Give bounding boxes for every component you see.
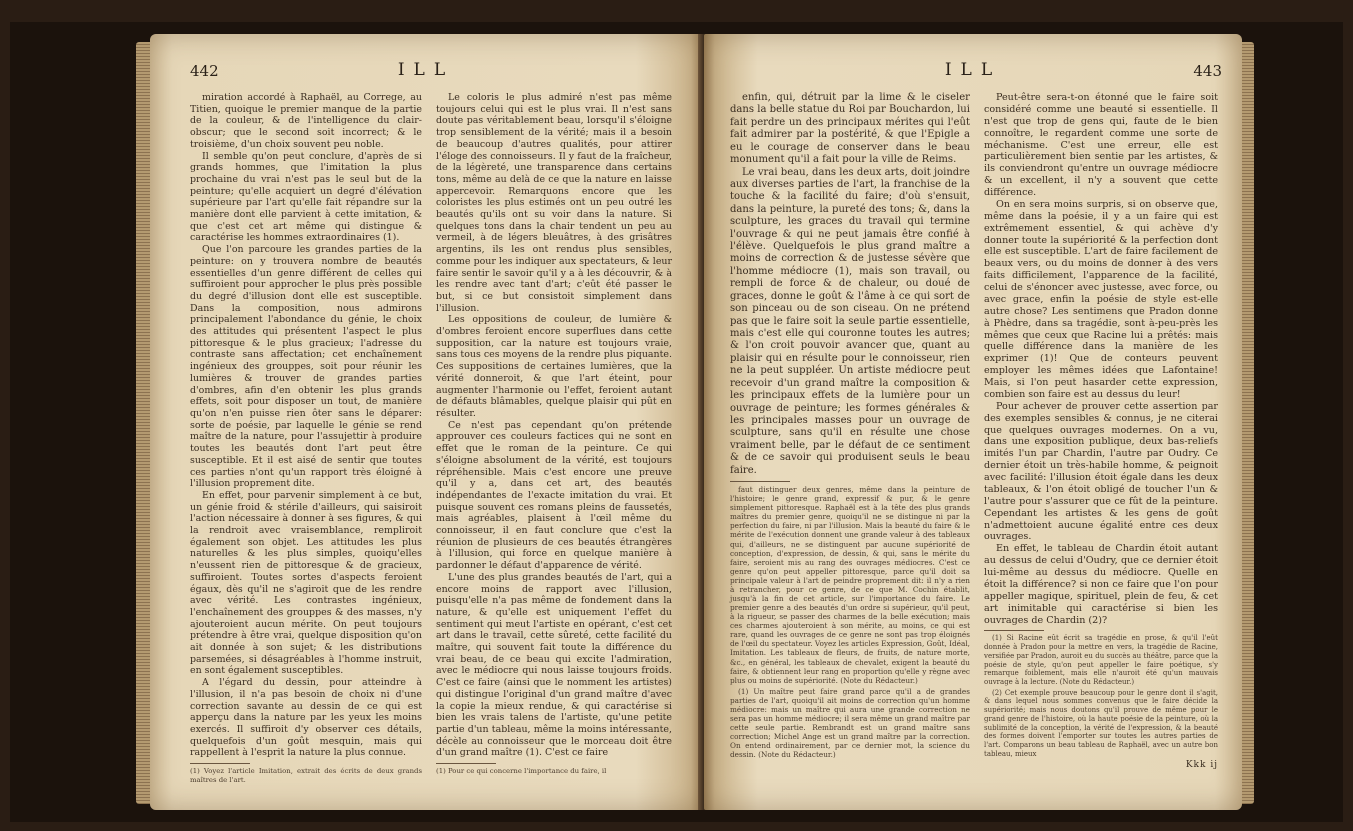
left-running-title: ILL <box>397 60 455 80</box>
left-col2-paragraphs <box>436 92 672 759</box>
paragraph: Que l'on parcoure les grandes parties de la peinture: on y trouvera nombre de beautés essentielles d'un genre différent de celles qui suffiroient pour approcher le plus près possible du degré d'illusion dont elle est susceptible. Dans la composition, nous admirons principalement l'abondance du génie, le choix des attitudes qui présentent l'aspect le plus pittoresque & le plus gracieux; l'adresse du contraste sans affectation; cet enchaînement ingénieux des grouppes, soit pour réunir les lumières & trouver de grandes parties d'ombres, afin d'en obtenir les plus grands effets, soit pour disposer un tout, de manière qu'on n'en puisse rien ôter sans le déparer: sorte de poésie, par laquelle le génie se rend maître de la nature, pour l'assujettir à produire toutes les beautés dont l'art peut être susceptible. Et il est aisé de sentir que toutes ces parties n'ont qu'un rapport très éloigné à l'illusion proprement dite. <box>190 244 422 490</box>
signature-mark: Kkk ij <box>1185 760 1218 771</box>
footnote-text: (1) Un maître peut faire grand parce qu'il a de grandes parties de l'art, quoiqu'il ait moins de correction qu'un homme médiocre: mais un maître qui aura une grande correction ne sera pas un homme médiocre; il sera même un grand maître par cette seule partie. Rembrandt est un grand maître sans correction; Michel Ange est un grand maître par la correction. On entend ordinairement, par ce dernier mot, la science du dessin. (Note du Rédacteur.) <box>730 686 970 760</box>
paragraph: L'une des plus grandes beautés de l'art, qui a encore moins de rapport avec l'illusion, puisqu'elle n'a pas même de fondement dans la nature, & qu'elle est uniquement l'effet du sentiment qui meut l'artiste en opérant, c'est cet art dans le travail, cette sûreté, cette facilité du maître, qui souvent fait toute la différence du vrai beau, de ce beau qui excite l'admiration, avec le médiocre qui nous laisse toujours froids. C'est ce faire (ainsi que le nomment les artistes) qui distingue l'original d'un grand maître d'avec la copie la mieux rendue, & qui caractérise si bien les vrais talens de l'artiste, qu'une petite partie d'un tableau, même la moins intéressante, décèle au connoisseur que le morceau doit être d'un grand maître (1). C'est ce faire <box>436 571 672 759</box>
right-column-2 <box>984 92 1218 772</box>
footnote-text: (1) Si Racine eût écrit sa tragédie en prose, & qu'il l'eût donnée à Pradon pour la mettre en vers, la tragédie de Racine, versifiée par Pradon, auroit eu du succès au théâtre, parce que la poésie de style, qu'on peut appeller le faire poétique, s'y remarque foiblement, mais elle n'auroit été qu'un mauvais ouvrage à la lecture. (Note du Rédacteur.) <box>984 634 1218 686</box>
right-running-title: ILL <box>944 60 1002 80</box>
footnote-rule <box>436 763 496 764</box>
paragraph: Peut-être sera-t-on étonné que le faire soit considéré comme une beauté si essentielle. Il n'est que trop de gens qui, faute de le bien connoître, le regardent comme une sorte de méchanisme. C'est une erreur, elle est particulièrement bien sentie par les artistes, & ils conviendront qu'entre un ouvrage médiocre & un excellent, il n'y a souvent que cette différence. <box>984 92 1218 198</box>
paragraph: miration accordé à Raphaël, au Correge, au Titien, quoique le premier manque de la partie de la couleur, & de l'intelligence du clair-obscur; que le second soit incorrect; & le troisième, d'un choix souvent peu noble. <box>190 92 422 150</box>
left-column-2 <box>436 92 672 776</box>
paragraph: Pour achever de prouver cette assertion par des exemples sensibles & connus, je ne citerai que quelques ouvrages modernes. On a vu, dans une exposition publique, deux bas-reliefs imités l'un par Chardin, l'autre par Oudry. Ce dernier étoit un très-habile homme, & peignoit avec facilité: l'illusion étoit égale dans les deux tableaux, & l'on étoit obligé de toucher l'un & l'autre pour s'assurer que ce fût de la peinture. Cependant les artistes & les gens de goût n'admettoient aucune égalité entre ces deux ouvrages. <box>984 400 1218 543</box>
right-col1-footnote-continued <box>730 485 970 759</box>
footnote-text: faut distinguer deux genres, même dans la peinture de l'histoire; le genre grand, expressif & pur, & le genre simplement pittoresque. Raphaël est à la tête des plus grands maîtres du premier genre, quoiqu'il ne se distingue ni par la perfection du faire, ni par l'illusion. Mais la beauté du faire & le mérite de l'exécution donnent une grande valeur à des tableaux qui, d'ailleurs, ne se distinguent par aucune supériorité de conception, d'expression, de dessin, & qui, sans le mérite du faire, seroient mis au rang des ouvrages médiocres. C'est ce genre qu'on peut appeller pittoresque, parce qu'il doit sa principale valeur à l'art de peindre proprement dit: il n'y a rien à retrancher, pour ce genre, de ce que M. Cochin établit, jusqu'à la fin de cet article, sur l'importance du faire. Le premier genre a des beautés d'un ordre si supérieur, qu'il peut, à la rigueur, se passer des charmes de la belle exécution; mais ces charmes ajouteroient à son mérite, au moins, ce qui est rare, quand les ouvrages de ce genre ne sont pas trop éloignés de l'œil du spectateur. Voyez les articles Expression, Goût, Idéal, Imitation. Les tableaux de fleurs, de fruits, de nature morte, &c., en général, les tableaux de chevalet, exigent la beauté du faire, & obtiennent leur rang en proportion qu'elle y règne avec plus ou moins de supériorité. (Note du Rédacteur.) <box>730 485 970 685</box>
paragraph: Il semble qu'on peut conclure, d'après de si grands hommes, que l'imitation la plus prochaine du vrai n'est pas le seul but de la peinture; qu'elle acquiert un degré d'élévation supérieure par l'art qu'elle fait répandre sur la manière dont elle parvient à cette imitation, & que c'est cet art même qui distingue & caractérise les hommes extraordinaires (1). <box>190 150 422 244</box>
footnote-rule <box>190 763 250 764</box>
right-col2-paragraphs <box>984 92 1218 626</box>
right-page <box>704 34 1242 810</box>
left-running-head <box>150 60 702 84</box>
left-col1-footnote: (1) Voyez l'article Imitation, extrait des écrits de deux grands maîtres de l'art. <box>190 767 422 784</box>
book-spread <box>10 22 1343 822</box>
paragraph: Ce n'est pas cependant qu'on prétende approuver ces couleurs factices qui ne sont en effet que le roman de la peinture. Ce qui s'éloigne absolument de la vérité, est toujours répréhensible. Mais c'est encore une preuve qu'il y a, dans cet art, des beautés indépendantes de l'exacte imitation du vrai. Et puisque souvent ces romans pleins de faussetés, mais agréables, plaisent à l'œil même du connoisseur, il en faut conclure que c'est la réunion de plusieurs de ces beautés étrangères à l'illusion, qui force en quelque manière à pardonner le défaut d'apparence de vérité. <box>436 419 672 572</box>
left-col2-footnote: (1) Pour ce qui concerne l'importance du faire, il <box>436 767 607 776</box>
footnote-text: (2) Cet exemple prouve beaucoup pour le genre dont il s'agit, & dans lequel nous sommes convenus que le faire décide la supériorité; mais nous doutons qu'il prouve de même pour le grand genre de l'histoire, où la haute poésie de la peinture, où la sublimité de la conception, la vérité de l'expression, & la beauté des formes doivent l'emporter sur toutes les autres parties de l'art. Comparons un beau tableau de Raphaël, avec un autre bon tableau, mieux <box>984 688 1218 758</box>
paragraph: Le vrai beau, dans les deux arts, doit joindre aux diverses parties de l'art, la franchise de la touche & la facilité du faire; d'où s'ensuit, dans la peinture, la pureté des tons; &, dans la sculpture, les graces du travail qui termine l'ouvrage & qui ne peut jamais être confié à l'élève. Quelquefois le plus grand maître a moins de correction & de justesse sévère que l'homme médiocre (1), mais son travail, ou rempli de force & de chaleur, ou doué de graces, donne le goût & l'âme à ce qui sort de son pinceau ou de son ciseau. On ne prétend pas que le faire soit la seule partie essentielle, mais c'est elle qui couronne toutes les autres; & l'on croit pouvoir avancer que, quant au plaisir qui en résulte pour le connoisseur, rien ne la peut suppléer. Un artiste médiocre peut recevoir d'un grand maître la composition & les principaux effets de la lumière pour un ouvrage de peinture; les formes générales & les principales masses pour un ouvrage de sculpture, sans qu'il en résulte une chose vraiment belle, par le défaut de ce sentiment & de ce savoir qui produisent seuls le beau faire. <box>730 166 970 476</box>
right-page-number: 443 <box>1193 62 1222 80</box>
paragraph: A l'égard du dessin, pour atteindre à l'illusion, il n'a pas besoin de choix ni d'une correction savante au dessin de ce qui est apperçu dans la nature par les yeux les moins exercés. Il suffiroit d'y observer ces détails, quelquefois d'un goût mesquin, mais qui rappellent à l'esprit la nature la plus connue. <box>190 677 422 759</box>
paragraph: enfin, qui, détruit par la lime & le ciseler dans la belle statue du Roi par Bouchardon, lui fait perdre un des principaux mérites qui l'eût fait admirer par la postérité, & que l'Epigle a eu le courage de conserver dans le beau monument qu'il a fait pour la ville de Reims. <box>730 92 970 166</box>
left-col1-paragraphs <box>190 92 422 759</box>
left-page-number: 442 <box>190 62 219 80</box>
paragraph: En effet, le tableau de Chardin étoit autant au dessus de celui d'Oudry, que ce dernier étoit lui-même au dessus du médiocre. Quelle en étoit la différence? si non ce faire que l'on pour appeller magique, spirituel, plein de feu, & cet art inimitable qui caractérise si bien les ouvrages de Chardin (2)? <box>984 543 1218 626</box>
right-column-1 <box>730 92 970 761</box>
right-col1-paragraphs <box>730 92 970 477</box>
paragraph: Le coloris le plus admiré n'est pas même toujours celui qui est le plus vrai. Il n'est sans doute pas véritablement beau, lorsqu'il s'éloigne trop sensiblement de la vérité; mais il a besoin de beaucoup d'autres qualités, pour attirer l'éloge des connoisseurs. Il y faut de la fraîcheur, de la légèreté, une transparence dans certains tons, même au delà de ce que la nature en laisse appercevoir. Remarquons encore que les coloristes les plus estimés ont un peu outré les beautés qu'ils ont su voir dans la nature. Si quelques tons dans la chair tendent un peu au vermeil, à de légers bleuâtres, à des grisâtres argentins, ils les ont rendus plus sensibles, comme pour les indiquer aux spectateurs, & leur faire sentir le savoir qu'il y a à les découvrir, & à les rendre avec tant d'art; c'eût été passer le but, si ce but consistoit simplement dans l'illusion. <box>436 92 672 314</box>
page-edge-right <box>1240 42 1254 804</box>
left-page <box>150 34 702 810</box>
paragraph: On en sera moins surpris, si on observe que, même dans la poésie, il y a un faire qui est extrêmement essentiel, & qui achève d'y donner toute la supériorité & la perfection dont elle est susceptible. L'art de faire facilement de beaux vers, ou du moins de donner à des vers faits difficilement, l'apparence de la facilité, celui de s'énoncer avec justesse, avec force, ou avec grace, enfin la poésie de style est-elle autre chose? Les sentimens que Pradon donne à Phèdre, dans sa tragédie, sont à-peu-près les mêmes que ceux que Racine lui a prêtés: mais quelle différence dans la manière de les exprimer (1)! Que de conteurs peuvent employer les mêmes idées que Lafontaine! Mais, si l'on peut hasarder cette expression, combien son faire est au dessus du leur! <box>984 198 1218 400</box>
footnote-rule <box>730 481 790 482</box>
paragraph: Les oppositions de couleur, de lumière & d'ombres feroient encore superflues dans cette supposition, car la nature est toujours vraie, sans tous ces moyens de la rendre plus piquante. Ces suppositions de certaines lumières, que la vérité donneroit, & que l'art éteint, pour augmenter l'harmonie ou l'effet, feroient autant de défauts blâmables, quelque plaisir qui pût en résulter. <box>436 314 672 419</box>
paragraph: En effet, pour parvenir simplement à ce but, un génie froid & stérile d'ailleurs, qui saisiroit l'action nécessaire à donner à ses figures, & qui la rendroit avec vraisemblance, rempliroit également son objet. Les attitudes les plus naturelles & les plus simples, quoiqu'elles n'eussent rien de pittoresque & de gracieux, suffiroient. Toutes sortes d'aspects feroient égaux, dès qu'il ne s'agiroit que de les rendre avec vérité. Les contrastes ingénieux, l'enchaînement des grouppes & des masses, n'y ajouteroient aucun mérite. On peut toujours prétendre à être vrai, quelque disposition qu'on ait donnée à son sujet; & les distributions parsemées, si désagréables à l'homme instruit, en sont également susceptibles. <box>190 489 422 677</box>
left-column-1 <box>190 92 422 784</box>
footnote-rule <box>984 630 1044 631</box>
right-col2-footnotes <box>984 634 1218 758</box>
right-running-head <box>704 60 1242 84</box>
